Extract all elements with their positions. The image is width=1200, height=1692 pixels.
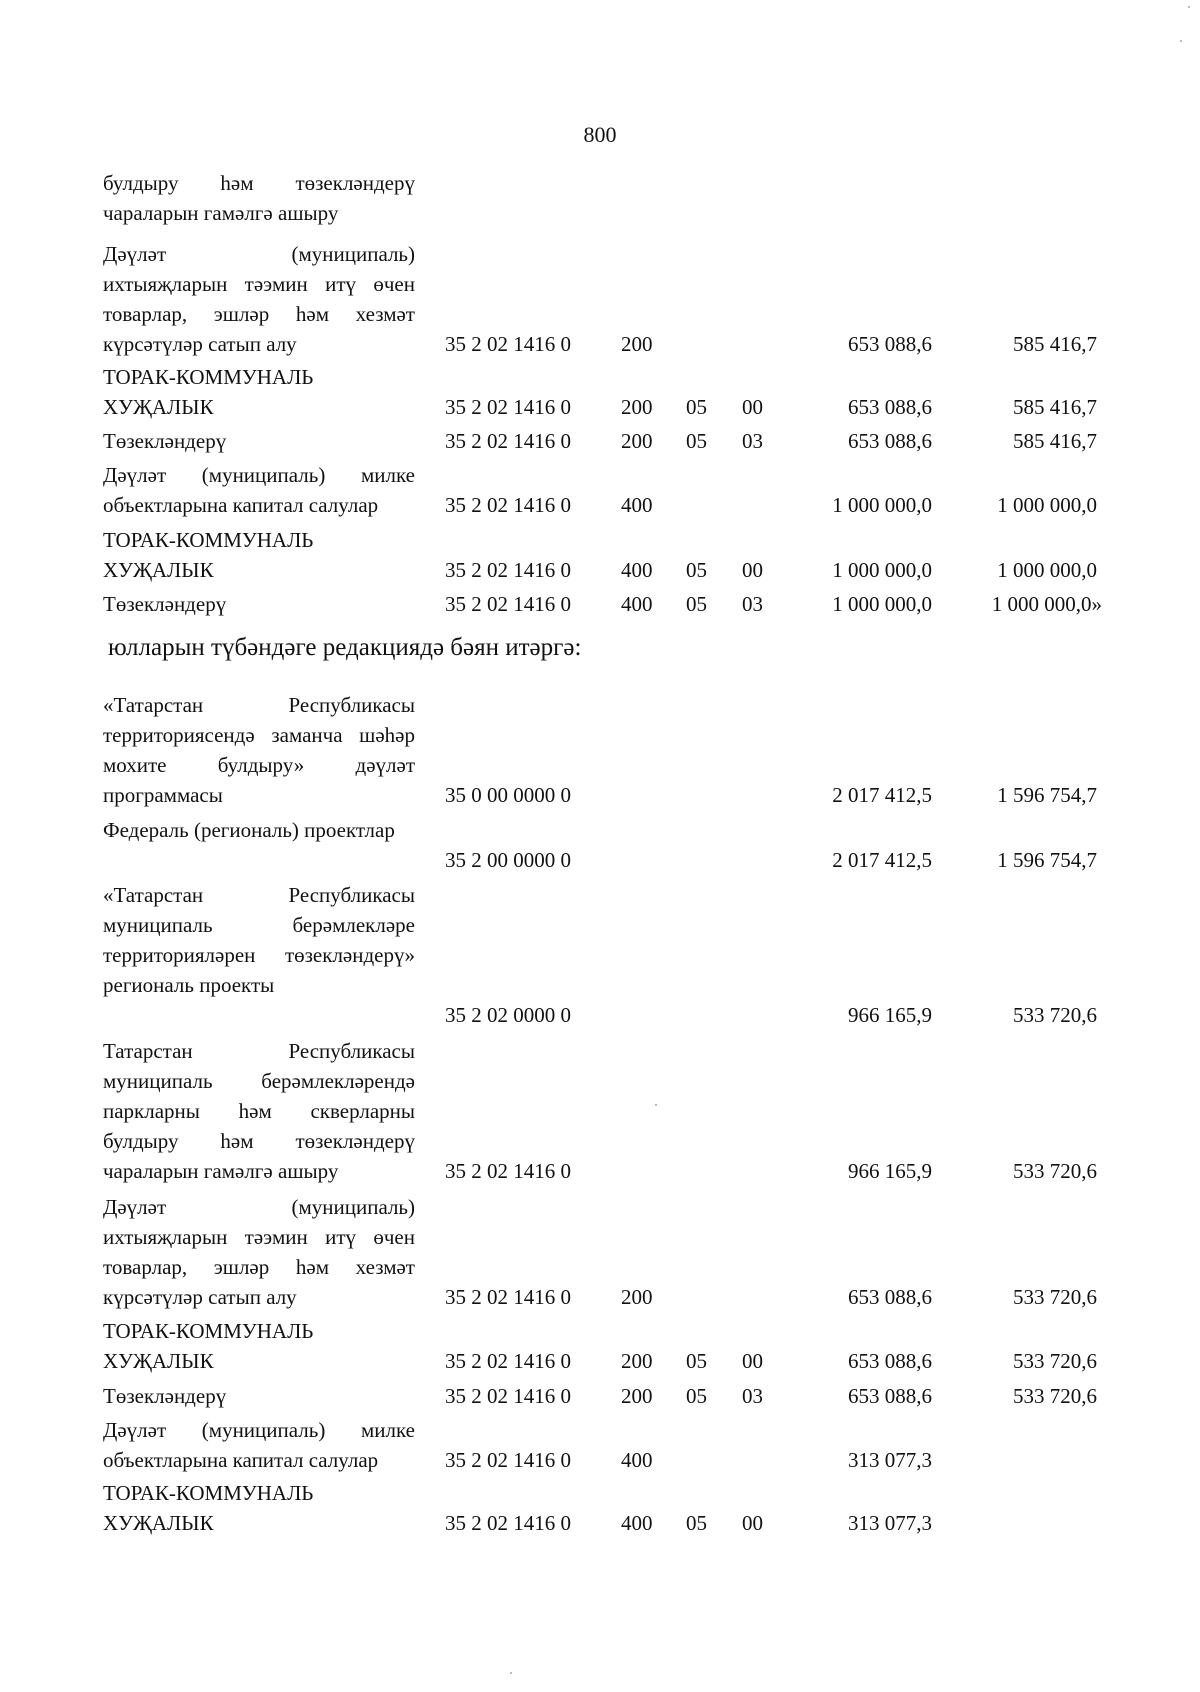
row-sum-1: 1 000 000,0	[832, 493, 932, 517]
table-row	[0, 362, 1200, 419]
row-name: ТОРАК-КОММУНАЛЬ ХУҖАЛЫК	[103, 1481, 314, 1535]
table-row	[0, 426, 1200, 453]
row-code: 35 2 02 1416 0	[445, 1349, 571, 1373]
row-subsection: 00	[742, 1511, 763, 1535]
row-name: ТОРАК-КОММУНАЛЬ ХУҖАЛЫК	[103, 528, 314, 582]
table-row	[0, 460, 1200, 517]
row-code: 35 0 00 0000 0	[445, 783, 571, 807]
row-expense-type: 200	[621, 1349, 653, 1373]
table-row	[0, 1036, 1200, 1183]
table-row	[0, 168, 1200, 225]
row-name: «Татарстан Республикасы территориясендә заманча шәһәр мохите булдыру» дәүләт программасы	[103, 693, 415, 807]
row-sum-2: 585 416,7	[1013, 395, 1097, 419]
instruction-text: юлларын түбәндәге редакциядә бәян итәргә:	[108, 634, 582, 661]
row-sum-1: 653 088,6	[848, 395, 932, 419]
table-row	[0, 525, 1200, 582]
row-sum-1: 313 077,3	[848, 1448, 932, 1472]
row-sum-1: 653 088,6	[848, 1349, 932, 1373]
row-sum-2: 1 596 754,7	[997, 783, 1097, 807]
table-row	[0, 1381, 1200, 1408]
row-sum-1: 1 000 000,0	[832, 558, 932, 582]
row-sum-2: 1 596 754,7	[997, 848, 1097, 872]
row-code: 35 2 02 1416 0	[445, 1511, 571, 1535]
row-code: 35 2 02 1416 0	[445, 1384, 571, 1408]
row-sum-2: 533 720,6	[1013, 1349, 1097, 1373]
row-sum-2: 533 720,6	[1013, 1159, 1097, 1183]
row-sum-1: 653 088,6	[848, 429, 932, 453]
row-name: Төзекләндерү	[103, 592, 227, 616]
row-section: 05	[686, 1511, 707, 1535]
row-subsection: 03	[742, 592, 763, 616]
row-code: 35 2 02 1416 0	[445, 558, 571, 582]
row-expense-type: 400	[621, 1448, 653, 1472]
table-row	[0, 1478, 1200, 1535]
row-section: 05	[686, 1384, 707, 1408]
scan-speck	[510, 1672, 512, 1674]
table-row	[0, 239, 1200, 356]
table-row	[0, 1192, 1200, 1309]
row-subsection: 03	[742, 429, 763, 453]
row-sum-1: 653 088,6	[848, 1285, 932, 1309]
row-code: 35 2 02 1416 0	[445, 429, 571, 453]
row-name: Дәүләт (муниципаль) ихтыяҗларын тәэмин итү өчен товарлар, эшләр һәм хезмәт күрсәтүләр сатып алу	[103, 1195, 415, 1309]
row-sum-2: 533 720,6	[1013, 1384, 1097, 1408]
row-sum-1: 1 000 000,0	[832, 592, 932, 616]
row-sum-2: 533 720,6	[1013, 1003, 1097, 1027]
row-section: 05	[686, 1349, 707, 1373]
row-expense-type: 200	[621, 395, 653, 419]
row-code: 35 2 02 1416 0	[445, 592, 571, 616]
row-expense-type: 200	[621, 332, 653, 356]
row-expense-type: 200	[621, 429, 653, 453]
row-sum-1: 2 017 412,5	[832, 783, 932, 807]
row-sum-2: 1 000 000,0	[997, 493, 1097, 517]
row-section: 05	[686, 592, 707, 616]
row-sum-1: 653 088,6	[848, 332, 932, 356]
row-section: 05	[686, 429, 707, 453]
table-row	[0, 589, 1200, 616]
row-sum-2: 585 416,7	[1013, 429, 1097, 453]
row-expense-type: 400	[621, 592, 653, 616]
row-sum-1: 966 165,9	[848, 1159, 932, 1183]
row-expense-type: 400	[621, 493, 653, 517]
row-code: 35 2 02 1416 0	[445, 493, 571, 517]
row-name: Дәүләт (муниципаль) милке объектларына капитал салулар	[103, 463, 415, 517]
row-code: 35 2 02 1416 0	[445, 332, 571, 356]
row-section: 05	[686, 395, 707, 419]
row-name: Татарстан Республикасы муниципаль берәмлекләрендә паркларны һәм скверларны булдыру һәм төзекләндерү чараларын гамәлгә ашыру	[103, 1039, 415, 1183]
row-sum-1: 966 165,9	[848, 1003, 932, 1027]
table-row	[0, 690, 1200, 807]
row-subsection: 00	[742, 1349, 763, 1373]
row-name: Дәүләт (муниципаль) милке объектларына капитал салулар	[103, 1418, 415, 1472]
row-code: 35 2 02 1416 0	[445, 1285, 571, 1309]
row-code: 35 2 02 1416 0	[445, 1448, 571, 1472]
row-code: 35 2 00 0000 0	[445, 848, 571, 872]
row-sum-1: 653 088,6	[848, 1384, 932, 1408]
row-name: ТОРАК-КОММУНАЛЬ ХУҖАЛЫК	[103, 1319, 314, 1373]
page-number: 800	[583, 122, 617, 147]
row-sum-2: 585 416,7	[1013, 332, 1097, 356]
table-row	[0, 815, 1200, 872]
row-subsection: 03	[742, 1384, 763, 1408]
row-name: Дәүләт (муниципаль) ихтыяҗларын тәэмин итү өчен товарлар, эшләр һәм хезмәт күрсәтүләр сатып алу	[103, 242, 415, 356]
row-sum-1: 2 017 412,5	[832, 848, 932, 872]
row-name: Федераль (региональ) проектлар	[103, 818, 395, 842]
row-code: 35 2 02 1416 0	[445, 395, 571, 419]
row-expense-type: 400	[621, 1511, 653, 1535]
row-name: «Татарстан Республикасы муниципаль берәмлекләре территорияләрен төзекләндерү» региональ проекты	[103, 883, 415, 997]
row-subsection: 00	[742, 395, 763, 419]
row-code: 35 2 02 0000 0	[445, 1003, 571, 1027]
row-expense-type: 200	[621, 1384, 653, 1408]
row-sum-2: 533 720,6	[1013, 1285, 1097, 1309]
row-section: 05	[686, 558, 707, 582]
table-row	[0, 1316, 1200, 1373]
row-code: 35 2 02 1416 0	[445, 1159, 571, 1183]
row-sum-2: 1 000 000,0	[997, 558, 1097, 582]
row-subsection: 00	[742, 558, 763, 582]
table-row	[0, 880, 1200, 1027]
scan-speck	[1188, 6, 1190, 8]
row-sum-1: 313 077,3	[848, 1511, 932, 1535]
scan-speck	[655, 1104, 657, 1106]
row-name: булдыру һәм төзекләндерү чараларын гамәлгә ашыру	[103, 171, 415, 225]
scan-speck	[1180, 40, 1182, 42]
row-name: ТОРАК-КОММУНАЛЬ ХУҖАЛЫК	[103, 365, 314, 419]
row-expense-type: 400	[621, 558, 653, 582]
row-name: Төзекләндерү	[103, 1384, 227, 1408]
row-name: Төзекләндерү	[103, 429, 227, 453]
row-expense-type: 200	[621, 1285, 653, 1309]
row-sum-2: 1 000 000,0»	[991, 592, 1102, 616]
table-row	[0, 1415, 1200, 1472]
